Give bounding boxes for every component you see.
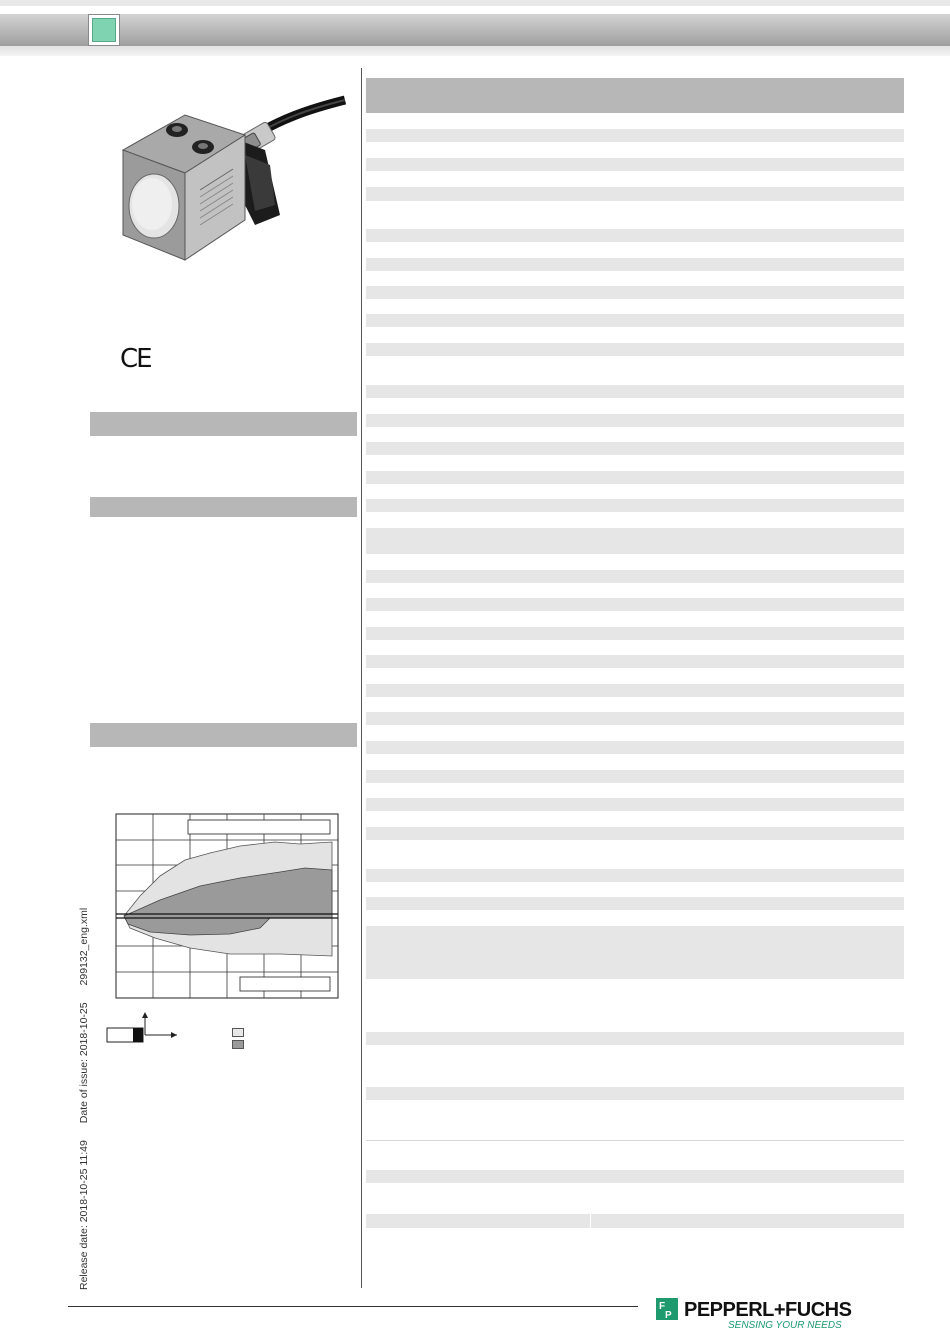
table-row xyxy=(366,258,904,271)
table-row xyxy=(366,827,904,840)
table-row xyxy=(366,684,904,697)
table-row xyxy=(366,1087,904,1100)
table-row xyxy=(366,129,904,142)
characteristic-chart xyxy=(100,808,350,1003)
product-photo xyxy=(105,85,350,275)
svg-text:P: P xyxy=(665,1310,672,1320)
table-row xyxy=(366,741,904,754)
table-divider xyxy=(366,1140,904,1141)
table-row xyxy=(366,926,904,979)
legend-dark-swatch xyxy=(232,1040,244,1049)
table-row xyxy=(366,314,904,327)
footer-rule xyxy=(68,1306,638,1307)
table-row xyxy=(366,471,904,484)
header-marker xyxy=(88,14,120,46)
section-header-characteristic xyxy=(90,723,357,747)
release-info xyxy=(78,894,90,1290)
chart-label-box-top xyxy=(188,820,330,834)
table-row xyxy=(366,1170,904,1183)
svg-text:F: F xyxy=(659,1301,666,1312)
table-row xyxy=(366,770,904,783)
brand-name: PEPPERL+FUCHS xyxy=(684,1299,852,1321)
ce-mark: CE xyxy=(120,344,151,374)
table-row xyxy=(366,655,904,668)
brand-logo xyxy=(656,1296,852,1336)
table-row xyxy=(366,499,904,512)
table-row xyxy=(366,158,904,171)
table-row xyxy=(366,187,904,201)
legend-light-swatch xyxy=(232,1028,244,1037)
table-row xyxy=(366,570,904,583)
sensor-symbol xyxy=(105,1010,185,1050)
table-row xyxy=(366,229,904,242)
technical-data-header xyxy=(366,78,904,113)
table-row xyxy=(366,1214,904,1228)
table-row xyxy=(366,1032,904,1045)
column-divider xyxy=(361,68,362,1288)
file-name: 299132_eng.xml xyxy=(78,907,90,986)
table-row xyxy=(366,286,904,299)
issue-date: Date of issue: 2018-10-25 xyxy=(78,1002,90,1124)
header-marker-accent xyxy=(92,18,116,42)
header-underline xyxy=(0,46,950,56)
table-row xyxy=(366,528,904,554)
table-row xyxy=(366,442,904,455)
table-row xyxy=(366,869,904,882)
table-row xyxy=(366,598,904,611)
table-row xyxy=(366,712,904,725)
table-row xyxy=(366,897,904,910)
brand-logo-icon xyxy=(656,1298,678,1320)
brand-tagline: SENSING YOUR NEEDS xyxy=(728,1320,842,1331)
table-row xyxy=(366,627,904,640)
table-row xyxy=(366,798,904,811)
table-row xyxy=(366,343,904,356)
chart-label-box-bottom xyxy=(240,977,330,991)
table-row xyxy=(366,414,904,427)
section-header-connection xyxy=(90,497,357,517)
section-header-dimensions xyxy=(90,412,357,436)
header-bar xyxy=(0,14,950,46)
table-row xyxy=(366,385,904,398)
release-date: Release date: 2018-10-25 11:49 xyxy=(78,1140,90,1290)
header-top-strip xyxy=(0,0,950,6)
